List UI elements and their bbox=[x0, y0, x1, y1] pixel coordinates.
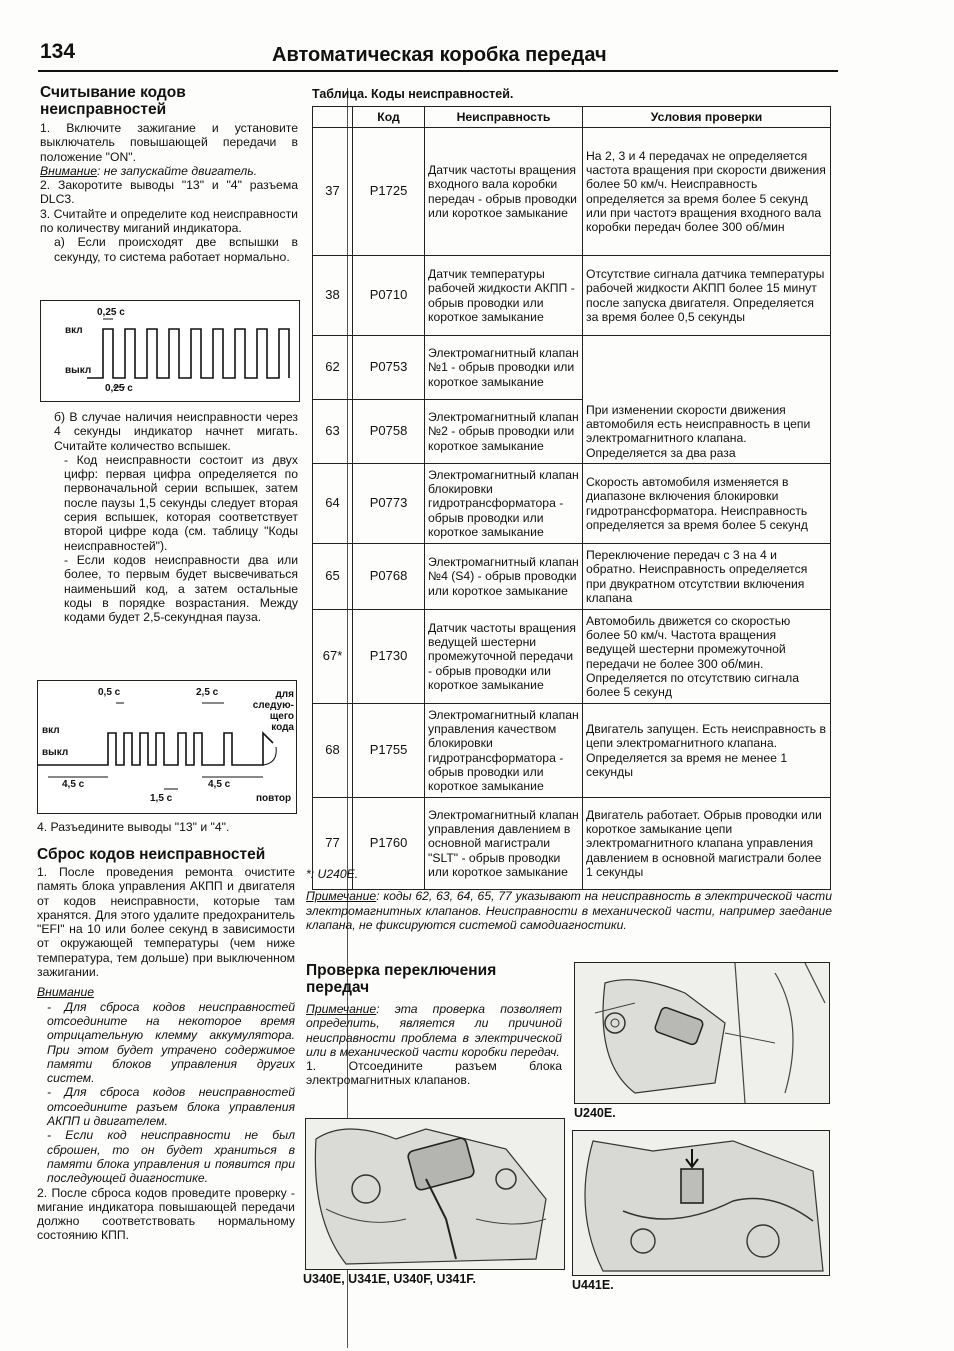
reading-step3a: а) Если происходят две вспышки в секунду, то система работает нормально. bbox=[54, 235, 298, 264]
diagram2-label-45a: 4,5 с bbox=[62, 779, 85, 790]
row-number: 68 bbox=[313, 704, 353, 798]
row-conditions: Отсутствие сигнала датчика температуры рабочей жидкости АКПП более 15 минут после запуска двигателя. Определяется за время более 0,5 секунды bbox=[583, 256, 831, 336]
table-caption: Таблица. Коды неисправностей. bbox=[312, 87, 514, 101]
reading-heading: Считывание кодов неисправностей bbox=[40, 84, 186, 118]
diagram2-label-25: 2,5 с bbox=[196, 687, 219, 698]
diagram1-off-label: выкл bbox=[65, 365, 92, 376]
fault-codes-table bbox=[312, 106, 831, 890]
shift-check-heading: Проверка переключения передач bbox=[306, 962, 497, 996]
table-row bbox=[313, 336, 831, 400]
reading-step4-block bbox=[37, 820, 299, 834]
row-number: 65 bbox=[313, 544, 353, 610]
blink-diagram-normal bbox=[40, 300, 300, 402]
table-row bbox=[313, 544, 831, 610]
photo-u240e-caption: U240E. bbox=[574, 1106, 616, 1120]
reset-note2: - Для сброса кодов неисправностей отсоедините разъем блока управления АКПП и двигателем. bbox=[47, 1085, 295, 1129]
row-code: P1725 bbox=[353, 128, 425, 256]
row-fault: Датчик частоты вращения ведущей шестерни промежуточной передачи - обрыв проводки или короткое замыкание bbox=[425, 610, 583, 704]
row-fault: Датчик температуры рабочей жидкости АКПП - обрыв проводки или короткое замыкание bbox=[425, 256, 583, 336]
diagram1-waveform bbox=[41, 301, 299, 401]
row-number: 67* bbox=[313, 610, 353, 704]
blink-diagram-fault bbox=[37, 680, 297, 814]
table-row bbox=[313, 128, 831, 256]
reading-step1: 1. Включите зажигание и установите выключатель повышающей передачи в положение "ON". bbox=[40, 121, 298, 164]
row-code: P0773 bbox=[353, 464, 425, 544]
row-code: P0753 bbox=[353, 336, 425, 400]
row-fault: Датчик частоты вращения входного вала коробки передач - обрыв проводки или короткое замыкание bbox=[425, 128, 583, 256]
reset-note3: - Если код неисправности не был сброшен, то он будет храниться в памяти блока управления и появится при последующей диагностике. bbox=[47, 1128, 295, 1186]
reading-warning-text: : не запускайте двигатель. bbox=[97, 163, 258, 178]
diagram2-waveform bbox=[38, 681, 296, 813]
diagram2-label-next-code: для следую-щего кода bbox=[252, 689, 294, 733]
diagram1-top-label: 0,25 с bbox=[97, 307, 125, 318]
table-header-conditions: Условия проверки bbox=[583, 107, 831, 128]
reading-bullet2: - Если кодов неисправности два или более, то первым будет высвечиваться наименьший код, а затем остальные коды в порядке возрастания. Между кодами будет 2,5-секундная пауза. bbox=[64, 552, 298, 625]
row-code: P1755 bbox=[353, 704, 425, 798]
row-number: 63 bbox=[313, 400, 353, 464]
row-code: P1730 bbox=[353, 610, 425, 704]
table-note-label: Примечание bbox=[306, 889, 377, 904]
page-title: Автоматическая коробка передач bbox=[272, 44, 607, 66]
row-conditions: Двигатель запущен. Есть неисправность в цепи электромагнитного клапана. Определяется за время не менее 1 секунды bbox=[583, 704, 831, 798]
row-conditions: Двигатель работает. Обрыв проводки или короткое замыкание цепи электромагнитного клапана управления давлением в основной магистрали более 1 секунды bbox=[583, 798, 831, 890]
table-row bbox=[313, 704, 831, 798]
table-header-fault: Неисправность bbox=[425, 107, 583, 128]
row-fault: Электромагнитный клапан управления давлением в основной магистрали "SLT" - обрыв проводки или короткое замыкание bbox=[425, 798, 583, 890]
reset-heading: Сброс кодов неисправностей bbox=[37, 846, 266, 863]
reset-section bbox=[37, 846, 295, 1243]
row-number: 37 bbox=[313, 128, 353, 256]
table-row bbox=[313, 400, 831, 464]
row-code: P0768 bbox=[353, 544, 425, 610]
row-fault: Электромагнитный клапан №2 - обрыв проводки или короткое замыкание bbox=[425, 400, 583, 464]
shift-check-note-label: Примечание bbox=[306, 1002, 377, 1016]
row-code: P0758 bbox=[353, 400, 425, 464]
shift-check-section bbox=[306, 962, 562, 1088]
table-row bbox=[313, 464, 831, 544]
row-fault: Электромагнитный клапан управления качеством блокировки гидротрансформатора - обрыв проводки или короткое замыкание bbox=[425, 704, 583, 798]
shift-check-step1: 1. Отсоедините разъем блока электромагнитных клапанов. bbox=[306, 1059, 562, 1088]
diagram2-label-15: 1,5 с bbox=[150, 793, 173, 804]
table-header-code: Код bbox=[353, 107, 425, 128]
photo-u340e bbox=[305, 1118, 565, 1270]
photo-u441e-caption: U441E. bbox=[572, 1278, 614, 1292]
photo-u441e-drawing bbox=[573, 1131, 829, 1275]
reading-bullet1: - Код неисправности состоит из двух цифр: первая цифра определяется по первоначальной серии вспышек, затем после паузы 1,5 секунды следует вторая серия вспышек, которая соответствует второй цифре кода (см. таблицу "Коды неисправностей"). bbox=[64, 452, 298, 553]
table-header-row bbox=[313, 107, 831, 128]
diagram1-on-label: вкл bbox=[65, 325, 83, 336]
row-conditions: Скорость автомобиля изменяется в диапазоне включения блокировки гидротрансформатора. Неисправность определяется за время более 5 секунд bbox=[583, 464, 831, 544]
row-code: P0710 bbox=[353, 256, 425, 336]
reset-step2: 2. После сброса кодов проведите проверку - мигание индикатора повышающей передачи должно соответствовать нормальному состоянию КПП. bbox=[37, 1185, 295, 1243]
row-conditions: При изменении скорости движения автомобиля есть неисправность в цепи электромагнитного клапана. Определяется за два раза bbox=[583, 400, 831, 464]
diagram1-bottom-label: 0,25 с bbox=[105, 383, 133, 394]
shift-check-note-text: : эта проверка позволяет определить, является ли причиной неисправности проблема в электрической или в механической части коробки передач. bbox=[306, 1002, 562, 1059]
reading-step3b: б) В случае наличия неисправности через 4 секунды индикатор начнет мигать. Считайте количество вспышек. bbox=[54, 410, 298, 453]
row-number: 64 bbox=[313, 464, 353, 544]
photo-u340e-caption: U340E, U341E, U340F, U341F. bbox=[303, 1272, 477, 1286]
table-row bbox=[313, 610, 831, 704]
table-note-text: : коды 62, 63, 64, 65, 77 указывают на неисправность в электрической части электромагнитных клапанов. Неисправности в механической части, например заедание клапана, не фиксируются системой самодиагностики. bbox=[306, 889, 832, 932]
row-conditions: На 2, 3 и 4 передачах не определяется частота вращения при скорости движения более 50 км/ч. Неисправность определяется за время более 5 секунд или при частотэ вращения входного вала коробки передач более 300 об/мин bbox=[583, 128, 831, 256]
reading-step4: 4. Разъедините выводы "13" и "4". bbox=[37, 820, 230, 834]
photo-u340e-drawing bbox=[306, 1119, 564, 1269]
table-footnote: *: U240E. bbox=[306, 867, 359, 881]
row-fault: Электромагнитный клапан №4 (S4) - обрыв проводки или короткое замыкание bbox=[425, 544, 583, 610]
photo-u240e-drawing bbox=[575, 963, 829, 1103]
diagram2-off-label: выкл bbox=[42, 747, 69, 758]
reading-warning-label: Внимание bbox=[40, 163, 98, 178]
row-number: 77 bbox=[313, 798, 353, 890]
diagram2-label-45b: 4,5 с bbox=[208, 779, 231, 790]
photo-u441e bbox=[572, 1130, 830, 1276]
row-conditions: Переключение передач с 3 на 4 и обратно. Неисправность определяется при двукратном отсутствии включения клапана bbox=[583, 544, 831, 610]
reset-note1: - Для сброса кодов неисправностей отсоедините на некоторое время отрицательную клемму аккумулятора. При этом будет утрачено содержимое памяти блоков управления других систем. bbox=[47, 999, 295, 1086]
table-notes bbox=[306, 867, 832, 932]
header-rule bbox=[38, 70, 838, 72]
row-number: 38 bbox=[313, 256, 353, 336]
diagram2-label-05: 0,5 с bbox=[98, 687, 121, 698]
reading-section-2 bbox=[40, 410, 298, 624]
page-number: 134 bbox=[40, 40, 76, 63]
table-row bbox=[313, 256, 831, 336]
reading-step3: 3. Считайте и определите код неисправности по количеству миганий индикатора. bbox=[40, 206, 298, 236]
diagram2-label-repeat: повтор bbox=[256, 793, 292, 804]
table-header-num bbox=[313, 107, 353, 128]
row-number: 62 bbox=[313, 336, 353, 400]
reading-step2: 2. Закоротите выводы "13" и "4" разъема DLC3. bbox=[40, 178, 298, 207]
row-conditions: Автомобиль движется со скоростью более 50 км/ч. Частота вращения ведущей шестерни промежуточной передачи не более 300 об/мин. Определяется по отсутствию сигнала более 5 секунд bbox=[583, 610, 831, 704]
row-code: P1760 bbox=[353, 798, 425, 890]
reset-step1: 1. После проведения ремонта очистите память блока управления АКПП и двигателя от кодов неисправности, которые там хранятся. Для этого удалите предохранитель "EFI" на 10 или более секунд в зависимости от окружающей температуры (чем ниже температура, тем дольше) при выключенном зажигании. bbox=[37, 865, 295, 980]
diagram2-on-label: вкл bbox=[42, 725, 60, 736]
reading-section bbox=[40, 84, 298, 264]
photo-u240e bbox=[574, 962, 830, 1104]
reset-warning-label: Внимание bbox=[37, 985, 95, 1000]
row-conditions bbox=[583, 336, 831, 400]
row-fault: Электромагнитный клапан №1 - обрыв проводки или короткое замыкание bbox=[425, 336, 583, 400]
row-fault: Электромагнитный клапан блокировки гидротрансформатора - обрыв проводки или короткое замыкание bbox=[425, 464, 583, 544]
